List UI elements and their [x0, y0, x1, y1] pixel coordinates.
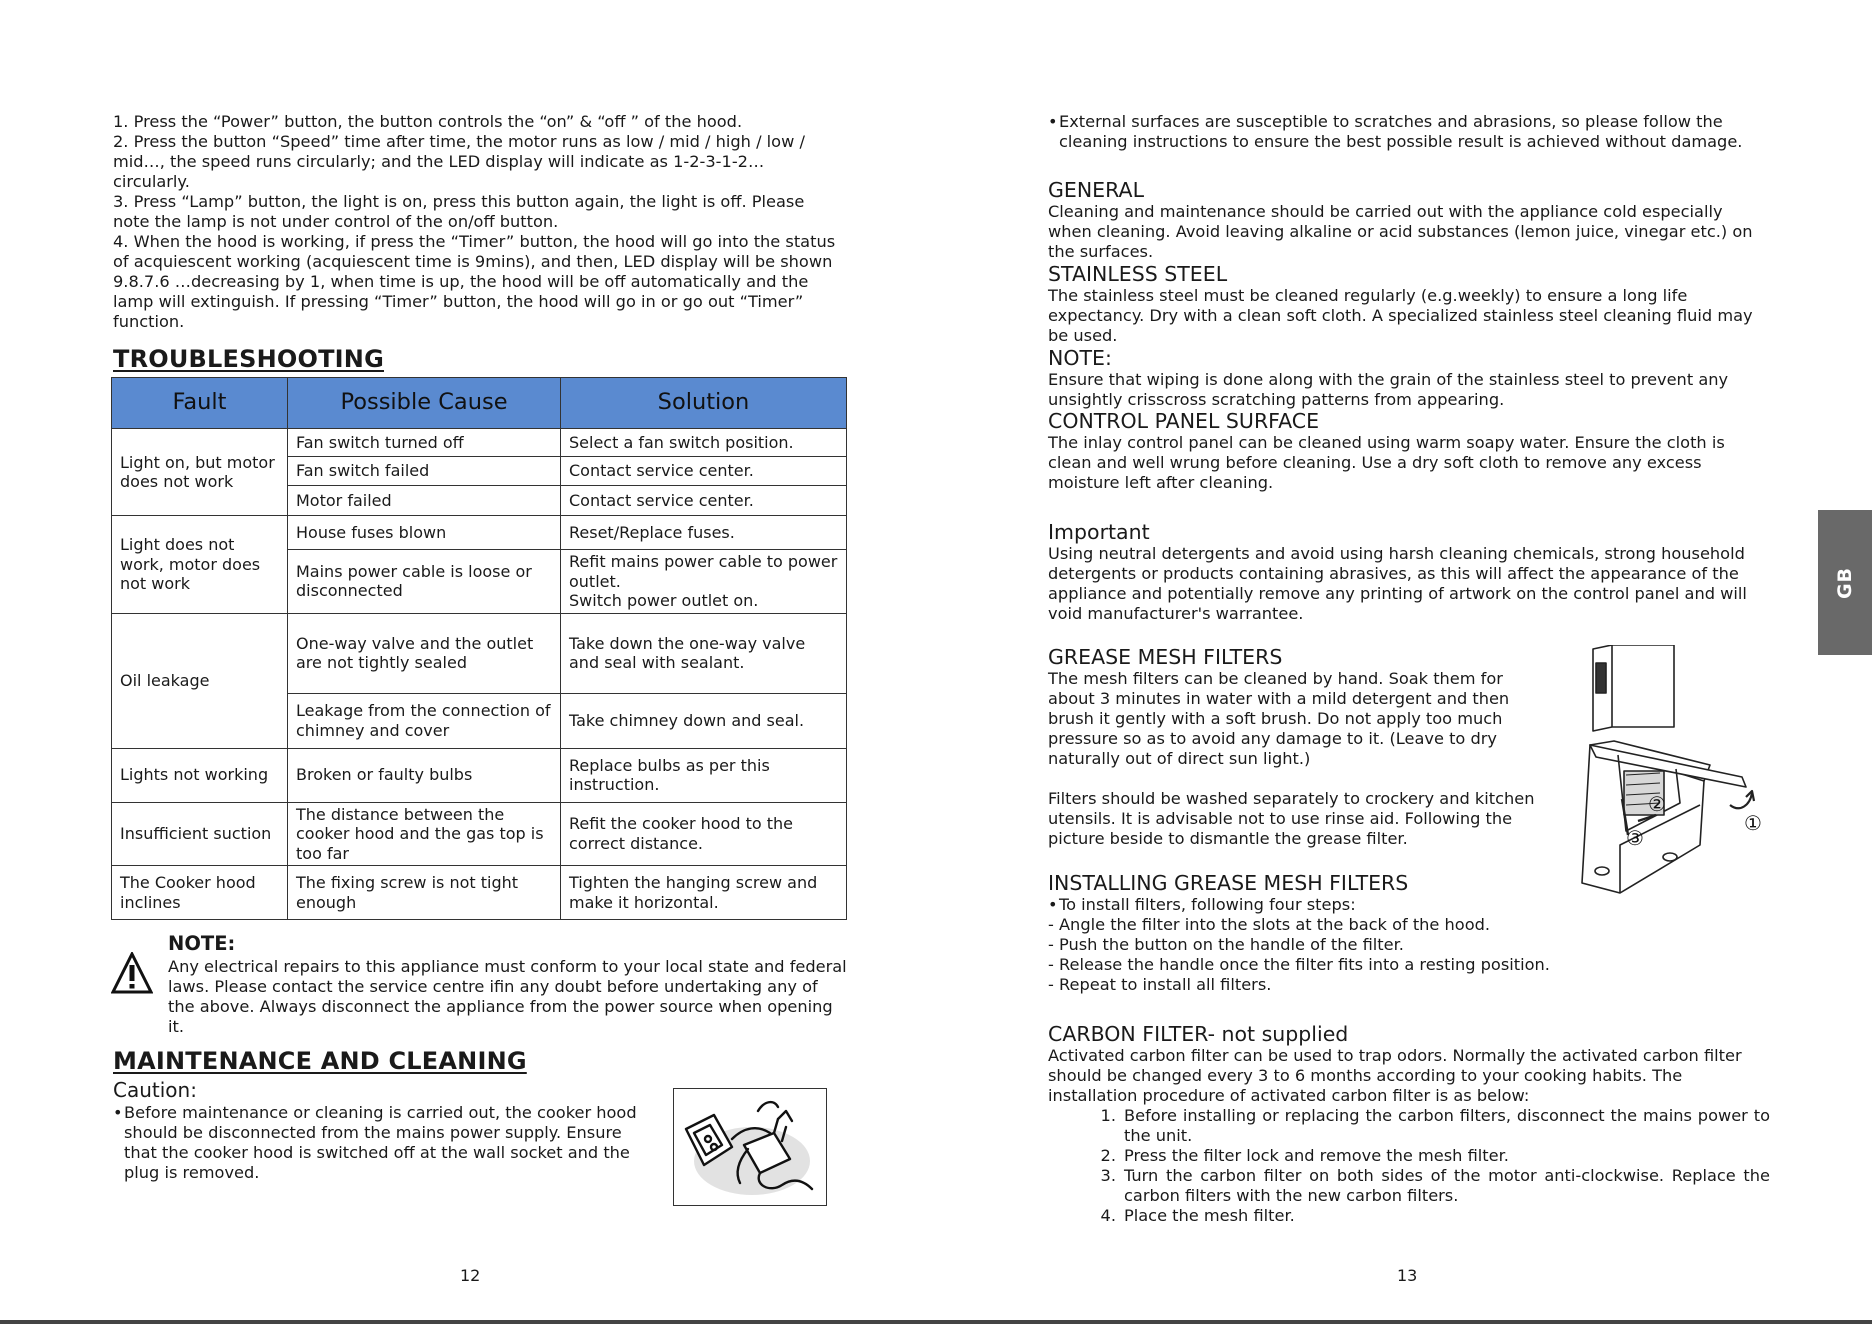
grease-filters-title: GREASE MESH FILTERS	[1048, 645, 1283, 669]
header-cause: Possible Cause	[288, 378, 561, 429]
step-text: Before installing or replacing the carbon filters, disconnect the mains power to the unit.	[1124, 1106, 1770, 1145]
solution-cell: Tighten the hanging screw and make it horizontal.	[561, 866, 847, 920]
diagram-label-1: ①	[1744, 811, 1762, 835]
general-title: GENERAL	[1048, 178, 1144, 202]
bullet: •	[113, 1103, 123, 1122]
note-body: Any electrical repairs to this appliance must conform to your local state and federal laws. Please contact the service centre ifin any doubt before undertaking any of the above. Always disconnect the appliance from the power source when opening it.	[168, 957, 847, 1036]
stainless-note-body: Ensure that wiping is done along with the grain of the stainless steel to prevent any unsightly crisscross scratching patterns from appearing.	[1048, 370, 1729, 409]
header-fault: Fault	[112, 378, 288, 429]
solution-cell	[561, 550, 847, 614]
bottom-rule	[0, 1320, 1872, 1324]
intro-text	[1048, 112, 1768, 152]
note-title: NOTE:	[168, 932, 236, 955]
cause-cell: Leakage from the connection of chimney and cover	[288, 693, 561, 748]
solution-cell: Reset/Replace fuses.	[561, 516, 847, 550]
caution-title: Caution:	[113, 1078, 197, 1102]
installing-section	[1048, 871, 1768, 995]
grease-filters-section	[1048, 645, 1548, 849]
list-item	[1088, 1166, 1770, 1206]
solution-cell: Replace bulbs as per this instruction.	[561, 748, 847, 802]
fault-cell: Insufficient suction	[112, 802, 288, 866]
installing-title: INSTALLING GREASE MESH FILTERS	[1048, 871, 1409, 895]
diagram-label-2: ②	[1648, 792, 1666, 816]
intro-section	[1048, 112, 1768, 152]
cause-cell: One-way valve and the outlet are not tightly sealed	[288, 613, 561, 693]
page-number: 13	[1397, 1266, 1418, 1285]
step-number: 4.	[1100, 1206, 1116, 1225]
cause-cell: The fixing screw is not tight enough	[288, 866, 561, 920]
carbon-title: CARBON FILTER- not supplied	[1048, 1022, 1349, 1046]
fault-cell: The Cooker hood inclines	[112, 866, 288, 920]
control-panel-title: CONTROL PANEL SURFACE	[1048, 409, 1320, 433]
control-panel-body: The inlay control panel can be cleaned using warm soapy water. Ensure the cloth is clean and well wrung before cleaning. Use a dry soft cloth to remove any excess moisture left after cleaning.	[1048, 433, 1725, 492]
caution-text: Before maintenance or cleaning is carried out, the cooker hood should be disconnected from the mains power supply. Ensure that the cooker hood is switched off at the wall socket and the plug is removed.	[124, 1103, 637, 1182]
step-number: 3.	[1100, 1166, 1116, 1185]
important-title: Important	[1048, 520, 1150, 544]
solution-line: Switch power outlet on.	[569, 591, 759, 610]
troubleshooting-title: TROUBLESHOOTING	[113, 345, 384, 373]
cause-cell: Fan switch failed	[288, 457, 561, 486]
installing-step: - Push the button on the handle of the filter.	[1048, 935, 1404, 954]
solution-cell: Take chimney down and seal.	[561, 693, 847, 748]
installing-intro-text: To install filters, following four steps:	[1059, 895, 1356, 914]
cause-cell: Motor failed	[288, 486, 561, 516]
installing-step: - Repeat to install all filters.	[1048, 975, 1272, 994]
step-timer: 4. When the hood is working, if press the “Timer” button, the hood will go into the status of acquiescent working (acquiescent time is 9mins), and then, LED display will be shown 9.8.7.6 …decreasing by 1, when time is up, the hood will be off automatically and the lamp will extinguish. If pressing “Timer” button, the hood will go in or go out “Timer” function.	[113, 232, 836, 331]
stainless-section	[1048, 262, 1768, 410]
grease-filters-body-2: Filters should be washed separately to crockery and kitchen utensils. It is advisable not to use rinse aid. Following the picture beside to dismantle the grease filter.	[1048, 789, 1535, 848]
solution-cell: Select a fan switch position.	[561, 429, 847, 457]
plug-socket-icon	[674, 1089, 825, 1204]
language-tab-label: GB	[1834, 566, 1856, 599]
solution-cell: Contact service center.	[561, 457, 847, 486]
fault-cell: Oil leakage	[112, 613, 288, 748]
solution-cell: Refit the cooker hood to the correct distance.	[561, 802, 847, 866]
general-section	[1048, 178, 1768, 262]
cause-cell: Mains power cable is loose or disconnected	[288, 550, 561, 614]
carbon-section	[1048, 1022, 1770, 1226]
fault-cell: Lights not working	[112, 748, 288, 802]
list-item	[1088, 1206, 1770, 1226]
step-speed: 2. Press the button “Speed” time after time, the motor runs as low / mid / high / low / mid…, the speed runs circularly; and the LED display will indicate as 1-2-3-1-2… circularly.	[113, 132, 805, 191]
language-tab	[1818, 510, 1872, 655]
grease-filters-body-1: The mesh filters can be cleaned by hand. Soak them for about 3 minutes in water with a mild detergent and then brush it gently with a soft brush. Do not apply too much pressure so as to avoid any damage to it. (Leave to dry naturally out of direct sun light.)	[1048, 669, 1510, 768]
solution-line: Refit mains power cable to power outlet.	[569, 552, 838, 591]
fault-cell: Light on, but motor does not work	[112, 429, 288, 516]
page-number: 12	[460, 1266, 481, 1285]
stainless-note-title: NOTE:	[1048, 346, 1112, 370]
step-power: 1. Press the “Power” button, the button controls the “on” & “off ” of the hood.	[113, 112, 743, 131]
installing-step: - Angle the filter into the slots at the back of the hood.	[1048, 915, 1491, 934]
list-item	[1088, 1106, 1770, 1146]
step-lamp: 3. Press “Lamp” button, the light is on, press this button again, the light is off. Please note the lamp is not under control of the on/off button.	[113, 192, 805, 231]
general-body: Cleaning and maintenance should be carried out with the appliance cold especially when cleaning. Avoid leaving alkaline or acid substances (lemon juice, vinegar etc.) on the surfaces.	[1048, 202, 1753, 261]
installing-step: - Release the handle once the filter fits into a resting position.	[1048, 955, 1550, 974]
solution-cell: Contact service center.	[561, 486, 847, 516]
cause-cell: Broken or faulty bulbs	[288, 748, 561, 802]
carbon-body: Activated carbon filter can be used to trap odors. Normally the activated carbon filter should be changed every 3 to 6 months according to your cooking habits. The installation procedure of activated carbon filter is as below:	[1048, 1046, 1742, 1105]
diagram-label-3: ③	[1626, 826, 1644, 850]
stainless-title: STAINLESS STEEL	[1048, 262, 1228, 286]
table-row	[112, 748, 847, 802]
carbon-steps	[1088, 1106, 1770, 1226]
important-body: Using neutral detergents and avoid using harsh cleaning chemicals, strong household detergents or products containing abrasives, as this will affect the appearance of the appliance and potentially remove any printing of artwork on the control panel and will void manufacturer's warrantee.	[1048, 544, 1747, 623]
fault-cell: Light does not work, motor does not work	[112, 516, 288, 614]
step-text: Press the filter lock and remove the mesh filter.	[1124, 1146, 1509, 1165]
table-row	[112, 429, 847, 457]
bullet: •	[1048, 112, 1058, 131]
stainless-body: The stainless steel must be cleaned regularly (e.g.weekly) to ensure a long life expectancy. Dry with a clean soft cloth. A specialized stainless steel cleaning fluid may be used.	[1048, 286, 1753, 345]
maintenance-title: MAINTENANCE AND CLEANING	[113, 1047, 527, 1075]
warning-icon	[111, 952, 153, 994]
table-row	[112, 516, 847, 550]
important-section	[1048, 520, 1768, 624]
troubleshooting-table	[111, 377, 847, 920]
right-page	[936, 0, 1872, 1324]
step-text: Place the mesh filter.	[1124, 1206, 1295, 1225]
cause-cell: The distance between the cooker hood and the gas top is too far	[288, 802, 561, 866]
control-panel-section	[1048, 409, 1768, 493]
intro-body: External surfaces are susceptible to scratches and abrasions, so please follow the cleaning instructions to ensure the best possible result is achieved without damage.	[1059, 112, 1743, 151]
cause-cell: Fan switch turned off	[288, 429, 561, 457]
table-header-row	[112, 378, 847, 429]
header-solution: Solution	[561, 378, 847, 429]
step-text: Turn the carbon filter on both sides of the motor anti-clockwise. Replace the carbon filters with the new carbon filters.	[1124, 1166, 1770, 1205]
installing-intro	[1048, 895, 1768, 915]
caution-body	[113, 1103, 643, 1183]
table-row	[112, 613, 847, 693]
bullet: •	[1048, 895, 1058, 914]
table-row	[112, 802, 847, 866]
table-row	[112, 866, 847, 920]
unplug-illustration	[673, 1088, 827, 1206]
control-steps	[113, 112, 843, 332]
hood-filter-diagram	[1560, 645, 1765, 895]
solution-cell: Take down the one-way valve and seal with sealant.	[561, 613, 847, 693]
step-number: 1.	[1100, 1106, 1116, 1125]
step-number: 2.	[1100, 1146, 1116, 1165]
cause-cell: House fuses blown	[288, 516, 561, 550]
list-item	[1088, 1146, 1770, 1166]
